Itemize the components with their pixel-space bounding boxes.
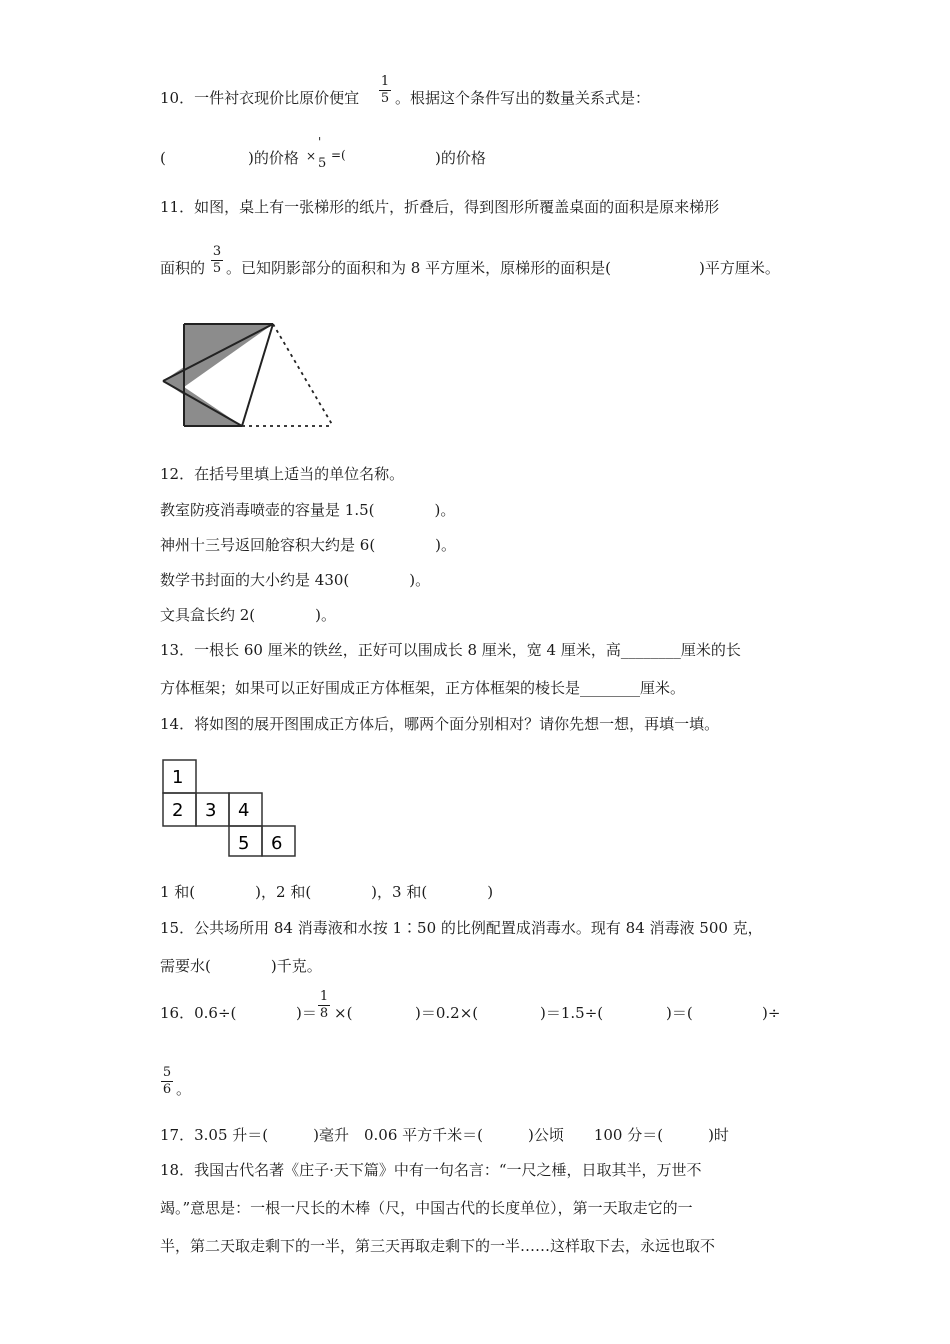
q16-text: )＝1.5÷( xyxy=(540,1004,604,1022)
folded-trapezoid-figure xyxy=(155,315,355,435)
q16-text: 。 xyxy=(176,1080,192,1098)
q18-line2 xyxy=(160,1198,693,1218)
q12-item xyxy=(160,500,455,520)
q14-text: 14．将如图的展开图围成正方体后，哪两个面分别相对？请你先想一想，再填一填。 xyxy=(160,715,720,733)
q18-text: 半，第二天取走剩下的一半，第三天再取走剩下的一半……这样取下去，永远也取不 xyxy=(160,1237,716,1255)
q12-item-text: 数学书封面的大小约是 430( )。 xyxy=(160,571,431,589)
net-face-4: 4 xyxy=(238,800,250,821)
q10-line2-frac-num xyxy=(318,132,321,152)
q16-text: )＝0.2×( xyxy=(415,1004,479,1022)
price-text: )的价格 xyxy=(435,149,486,167)
q10-line1-end xyxy=(395,88,650,108)
q15-text: 需要水( )千克。 xyxy=(160,957,322,975)
q15-line2 xyxy=(160,956,322,976)
q10-text: 10．一件衬衣现价比原价便宜 xyxy=(160,89,360,107)
fraction-numerator: 1 xyxy=(380,74,390,89)
fraction-numerator: 1 xyxy=(319,989,329,1004)
q12-item xyxy=(160,605,336,625)
q10-line2-price1 xyxy=(248,148,299,168)
fraction-numerator: 3 xyxy=(212,244,222,259)
q10-line2-frac-den xyxy=(318,154,326,174)
net-face-2: 2 xyxy=(172,800,184,821)
price-text: )的价格 xyxy=(248,149,299,167)
q11-text: 面积的 xyxy=(160,259,206,277)
q10-line1 xyxy=(160,88,359,108)
q16-part xyxy=(415,1003,478,1023)
fraction-denominator: 5 xyxy=(380,91,390,106)
fraction-denominator: 8 xyxy=(319,1006,329,1021)
net-face-3: 3 xyxy=(205,800,217,821)
q12-item-text: 教室防疫消毒喷壶的容量是 1.5( )。 xyxy=(160,501,456,519)
q12-item xyxy=(160,570,430,590)
q16-text: )＝( xyxy=(666,1004,693,1022)
q11-text: 。已知阴影部分的面积和为 8 平方厘米，原梯形的面积是( xyxy=(226,259,611,277)
q16-fraction-2 xyxy=(161,1066,173,1097)
cube-net-figure xyxy=(160,758,300,858)
q11-line1 xyxy=(160,197,719,217)
q10-text-end: 。根据这个条件写出的数量关系式是： xyxy=(395,89,651,107)
paren-open: ( xyxy=(160,149,166,167)
q16-part xyxy=(334,1003,352,1023)
q11-text: 11．如图，桌上有一张梯形的纸片，折叠后，得到图形所覆盖桌面的面积是原来梯形 xyxy=(160,198,720,216)
q16-text: 16．0.6÷( xyxy=(160,1004,237,1022)
q16-part xyxy=(762,1003,780,1023)
q11-fraction xyxy=(211,245,223,276)
shaded-region-top xyxy=(184,324,273,387)
q10-fraction xyxy=(379,75,391,106)
dotted-edge-right xyxy=(273,324,333,426)
q18-line3 xyxy=(160,1236,715,1256)
q17-line xyxy=(160,1125,729,1145)
q13-text: 13．一根长 60 厘米的铁丝，正好可以围成长 8 厘米，宽 4 厘米，高________厘米的长 xyxy=(160,641,741,659)
q13-line2 xyxy=(160,678,685,698)
q14-answer xyxy=(160,882,493,902)
q12-text: 12．在括号里填上适当的单位名称。 xyxy=(160,465,405,483)
q18-line1 xyxy=(160,1160,702,1180)
net-face-5: 5 xyxy=(238,833,250,854)
q14-title xyxy=(160,714,719,734)
q18-text: 竭。”意思是：一根一尺长的木棒（尺，中国古代的长度单位），第一天取走它的一 xyxy=(160,1199,693,1217)
q11-line2-start xyxy=(160,258,205,278)
q10-times xyxy=(306,146,316,166)
net-face-1: 1 xyxy=(172,767,184,788)
q16-part xyxy=(666,1003,693,1023)
q16-part xyxy=(296,1003,317,1023)
q10-line2-price2 xyxy=(435,148,486,168)
q16-text: ×( xyxy=(334,1004,353,1022)
q14-answer-text: 1 和( )，2 和( )，3 和( ) xyxy=(160,883,494,901)
q16-text: )÷ xyxy=(762,1004,781,1022)
net-face-6: 6 xyxy=(271,833,283,854)
q11-line2-end xyxy=(699,258,780,278)
q16-end xyxy=(176,1079,191,1099)
q15-line1 xyxy=(160,918,763,938)
q16-part xyxy=(540,1003,603,1023)
fraction-numerator: ' xyxy=(318,135,322,149)
q16-text: )＝ xyxy=(296,1004,317,1022)
fraction-denominator: 5 xyxy=(318,156,327,171)
equals-paren: =( xyxy=(331,148,346,162)
q15-text: 15．公共场所用 84 消毒液和水按 1∶50 的比例配置成消毒水。现有 84 消毒液 500 克， xyxy=(160,919,763,937)
q16-part xyxy=(160,1003,236,1023)
fraction-numerator: 5 xyxy=(162,1065,172,1080)
q11-line2-mid xyxy=(226,258,611,278)
q13-text: 方体框架；如果可以正好围成正方体框架，正方体框架的棱长是________厘米。 xyxy=(160,679,686,697)
q18-text: 18．我国古代名著《庄子·天下篇》中有一句名言：“一尺之棰，日取其半，万世不 xyxy=(160,1161,702,1179)
fraction-denominator: 5 xyxy=(212,261,222,276)
q12-item-text: 文具盒长约 2( )。 xyxy=(160,606,337,624)
fraction-denominator: 6 xyxy=(162,1082,172,1097)
q17-text: 17．3.05 升＝( )毫升 0.06 平方千米＝( )公顷 100 分＝( )时 xyxy=(160,1126,729,1144)
q12-title xyxy=(160,464,404,484)
q11-text: )平方厘米。 xyxy=(699,259,780,277)
q10-equals xyxy=(331,145,346,165)
q10-line2-open xyxy=(160,148,166,168)
q12-item xyxy=(160,535,456,555)
times-sign: × xyxy=(306,149,317,163)
q12-item-text: 神州十三号返回舱容积大约是 6( )。 xyxy=(160,536,457,554)
q16-fraction-1 xyxy=(318,990,330,1021)
q13-line1 xyxy=(160,640,741,660)
